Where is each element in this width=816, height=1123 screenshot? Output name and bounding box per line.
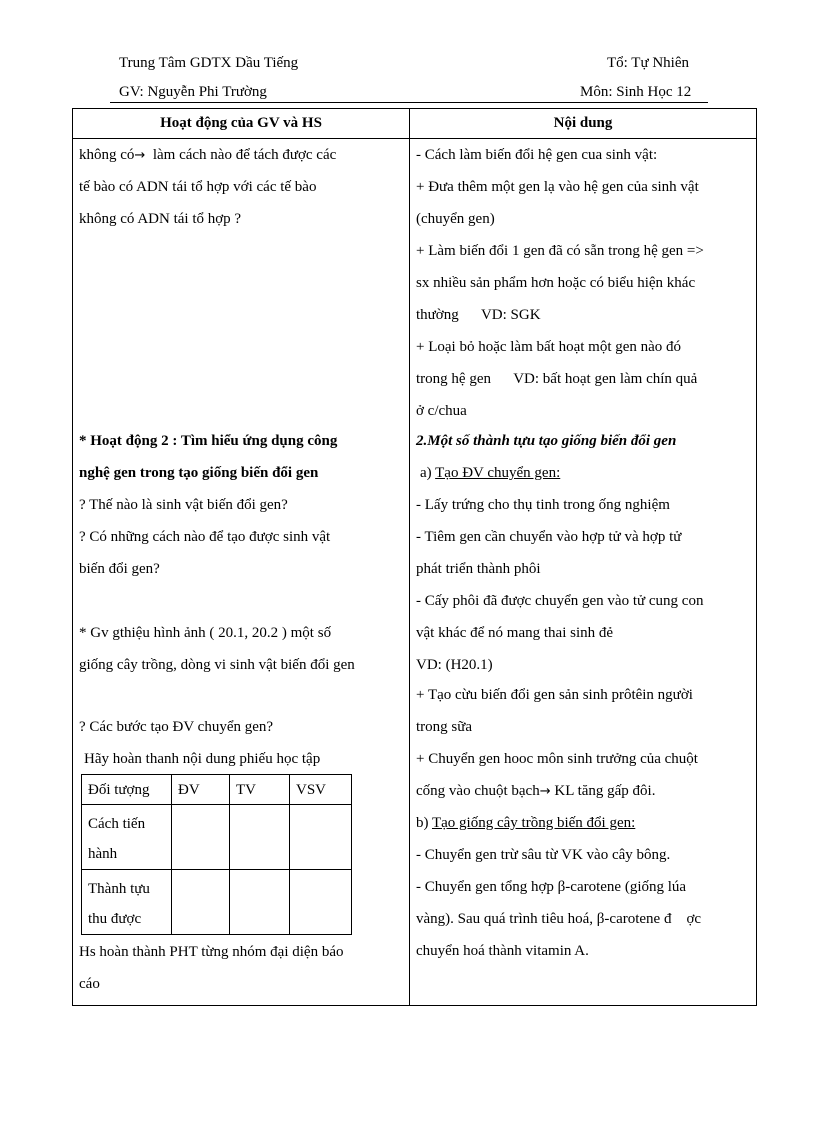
left-line-3: không có ADN tái tổ hợp ? xyxy=(79,211,242,227)
student-task-line-2: cáo xyxy=(79,976,100,992)
activity-2-heading-line-2: nghệ gen trong tạo giống biến đổi gen xyxy=(79,465,319,481)
subsection-b-heading: b) Tạo giống cây trồng biến đổi gen: xyxy=(416,815,636,831)
subsection-a-heading: a) Tạo ĐV chuyển gen: xyxy=(420,465,561,481)
question-animal-steps: ? Các bước tạo ĐV chuyển gen? xyxy=(79,719,274,735)
department-name: Tổ: Tự Nhiên xyxy=(607,55,690,71)
content-line: (chuyển gen) xyxy=(416,211,495,227)
section-2-heading: 2.Một số thành tựu tạo giống biến đổi gen xyxy=(416,433,677,449)
content-line: thường VD: SGK xyxy=(416,307,541,323)
activities-column xyxy=(73,139,409,1005)
content-line: - Cách làm biến đổi hệ gen cua sinh vật: xyxy=(416,147,658,163)
content-cell xyxy=(410,139,757,1006)
question-methods-line-2: biến đổi gen? xyxy=(79,561,160,577)
activities-cell xyxy=(73,139,410,1006)
teacher-name: GV: Nguyễn Phi Trường xyxy=(119,84,267,100)
worksheet-header-animal: ĐV xyxy=(172,775,230,805)
worksheet-header-plant: TV xyxy=(230,775,290,805)
worksheet-cell xyxy=(290,870,352,935)
activity-2-heading-line-1: * Hoạt động 2 : Tìm hiểu ứng dụng công xyxy=(79,433,338,449)
worksheet-cell xyxy=(172,805,230,870)
content-line: + Tạo cừu biến đổi gen sản sinh prôtêin người xyxy=(416,687,693,703)
content-line: vật khác để nó mang thai sinh đẻ xyxy=(416,625,614,641)
worksheet-table xyxy=(81,774,352,935)
content-line: + Đưa thêm một gen lạ vào hệ gen của sinh vật xyxy=(416,179,699,195)
header-rule xyxy=(110,102,708,103)
worksheet-cell xyxy=(172,870,230,935)
worksheet-header-microbe: VSV xyxy=(290,775,352,805)
left-line-2: tế bào có ADN tái tổ hợp với các tế bào xyxy=(79,179,317,195)
left-line-1: không có→ làm cách nào để tách được các xyxy=(79,147,337,163)
arrow-icon: → xyxy=(539,784,551,799)
content-line: - Lấy trứng cho thụ tinh trong ống nghiệm xyxy=(416,497,670,513)
content-line: + Chuyển gen hooc môn sinh trưởng của chuột xyxy=(416,751,698,767)
content-line: chuyển hoá thành vitamin A. xyxy=(416,943,589,959)
content-line: VD: (H20.1) xyxy=(416,657,493,673)
content-column xyxy=(410,139,756,1005)
lesson-table xyxy=(72,108,757,1006)
content-line: + Làm biến đổi 1 gen đã có sẵn trong hệ gen => xyxy=(416,243,704,259)
worksheet-header-object: Đối tượng xyxy=(82,775,172,805)
content-line: vàng). Sau quá trình tiêu hoá, β-carotene đ ợc xyxy=(416,911,702,927)
content-line: phát triển thành phôi xyxy=(416,561,541,577)
question-gmo-definition: ? Thế nào là sinh vật biến đổi gen? xyxy=(79,497,288,513)
teacher-intro-line-2: giống cây trồng, dòng vi sinh vật biến đổi gen xyxy=(79,657,355,673)
worksheet-cell xyxy=(230,805,290,870)
column-header-content: Nội dung xyxy=(410,109,757,139)
worksheet-instruction: Hãy hoàn thanh nội dung phiếu học tập xyxy=(84,751,321,767)
question-methods-line-1: ? Có những cách nào để tạo được sinh vật xyxy=(79,529,331,545)
content-line: trong hệ gen VD: bất hoạt gen làm chín quả xyxy=(416,371,698,387)
teacher-intro-line-1: * Gv gthiệu hình ảnh ( 20.1, 20.2 ) một số xyxy=(79,625,332,641)
center-name: Trung Tâm GDTX Dầu Tiếng xyxy=(119,55,299,71)
student-task-line-1: Hs hoàn thành PHT từng nhóm đại diện báo xyxy=(79,944,344,960)
content-line: ở c/chua xyxy=(416,403,467,419)
content-line: - Cấy phôi đã được chuyển gen vào tử cung con xyxy=(416,593,704,609)
content-line: - Tiêm gen cần chuyển vào hợp tử và hợp tử xyxy=(416,529,682,545)
content-line: - Chuyển gen tổng hợp β-carotene (giống lúa xyxy=(416,879,687,895)
content-line: sx nhiều sản phẩm hơn hoặc có biểu hiện khác xyxy=(416,275,696,291)
worksheet-row-achievement: Thành tựu thu được xyxy=(82,870,172,935)
subject-name: Môn: Sinh Học 12 xyxy=(580,84,692,100)
column-header-activities: Hoạt động của GV và HS xyxy=(73,109,410,139)
worksheet-row-method: Cách tiến hành xyxy=(82,805,172,870)
content-line: cống vào chuột bạch→ KL tăng gấp đôi. xyxy=(416,783,656,799)
content-line: + Loại bỏ hoặc làm bất hoạt một gen nào đó xyxy=(416,339,682,355)
arrow-icon: → xyxy=(134,148,146,163)
worksheet-cell xyxy=(290,805,352,870)
content-line: trong sữa xyxy=(416,719,473,735)
worksheet-cell xyxy=(230,870,290,935)
content-line: - Chuyển gen trừ sâu từ VK vào cây bông. xyxy=(416,847,671,863)
